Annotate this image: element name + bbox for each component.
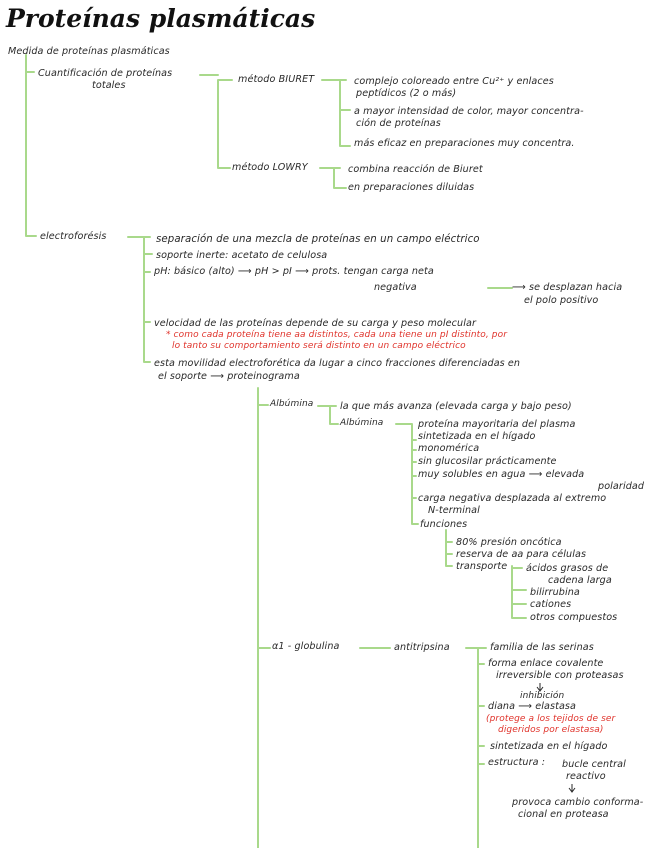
electro-velocidad: velocidad de las proteínas depende de su carga y peso molecular	[154, 318, 476, 329]
electro-ph: pH: básico (alto) ⟶ pH > pI ⟶ prots. tengan carga neta	[154, 266, 434, 277]
electro-ph-negativa: negativa	[374, 282, 417, 293]
transporte-acidos: ácidos grasos de	[526, 563, 609, 574]
albumina-item-2: sintetizada en el hígado	[418, 431, 536, 442]
albumina-funciones: funciones	[420, 519, 468, 530]
cuantificacion-label-2: totales	[92, 80, 126, 91]
albumina-carga: carga negativa desplazada al extremo	[418, 493, 607, 504]
albumina-item-1: proteína mayoritaria del plasma	[418, 419, 576, 430]
funcion-presion: 80% presión oncótica	[456, 537, 562, 548]
biuret-label: método BIURET	[238, 74, 315, 85]
root-label: Medida de proteínas plasmáticas	[8, 46, 170, 57]
alfa1-protege: (protege a los tejidos de ser	[486, 714, 616, 724]
transporte-otros: otros compuestos	[530, 612, 618, 623]
electroforesis-label: electroforésis	[40, 231, 107, 242]
alfa1-protege-2: digeridos por elastasa)	[498, 725, 604, 735]
electro-ph-polo: el polo positivo	[524, 295, 599, 306]
electro-note-1: * como cada proteína tiene aa distintos, cada una tiene un pI distinto, por	[166, 330, 508, 340]
albumina-desc: la que más avanza (elevada carga y bajo peso)	[340, 401, 572, 412]
alfa1-reactivo: reactivo	[566, 771, 606, 782]
lowry-point-2: en preparaciones diluidas	[348, 182, 475, 193]
alfa1-enlace-2: irreversible con proteasas	[496, 670, 624, 681]
biuret-point-3: más eficaz en preparaciones muy concentra.	[354, 138, 575, 149]
antitripsina-label: antitripsina	[394, 642, 450, 653]
funcion-transporte: transporte	[456, 561, 508, 572]
biuret-point-1b: peptídicos (2 o más)	[356, 88, 457, 99]
albumina-label: Albúmina	[270, 399, 314, 409]
electro-movilidad: esta movilidad electroforética da lugar a cinco fracciones diferenciadas en	[154, 358, 521, 369]
funcion-reserva: reserva de aa para células	[456, 549, 587, 560]
albumina-item-3: monomérica	[418, 443, 480, 454]
alfa1-familia: familia de las serinas	[490, 642, 594, 653]
alfa1-diana: diana ⟶ elastasa	[488, 701, 577, 712]
lowry-point-1: combina reacción de Biuret	[348, 164, 483, 175]
albumina-n-terminal: N-terminal	[428, 505, 480, 516]
biuret-point-2: a mayor intensidad de color, mayor concentra-	[354, 106, 584, 117]
page-title: Proteínas plasmáticas	[6, 4, 316, 33]
electro-movilidad-2: el soporte ⟶ proteinograma	[158, 371, 300, 382]
alfa1-provoca-2: cional en proteasa	[518, 809, 609, 820]
transporte-cadena: cadena larga	[548, 575, 612, 586]
electro-ph-desplazan: ⟶ se desplazan hacia	[512, 282, 623, 293]
biuret-point-1: complejo coloreado entre Cu²⁺ y enlaces	[354, 76, 554, 87]
transporte-bilirrubina: bilirrubina	[530, 587, 580, 598]
alfa1-provoca: provoca cambio conforma-	[512, 797, 644, 808]
albumina-solubles: muy solubles en agua ⟶ elevada	[418, 469, 585, 480]
albumina-item-4: sin glucosilar prácticamente	[418, 456, 557, 467]
alfa1-estructura: estructura :	[488, 757, 546, 768]
transporte-cationes: cationes	[530, 599, 572, 610]
electro-note-2: lo tanto su comportamiento será distinto en un campo eléctrico	[172, 341, 466, 351]
alfa1-label: α1 - globulina	[272, 641, 340, 652]
biuret-point-2b: ción de proteínas	[356, 118, 441, 129]
electro-separacion: separación de una mezcla de proteínas en un campo eléctrico	[156, 234, 480, 245]
electro-soporte: soporte inerte: acetato de celulosa	[156, 250, 328, 261]
alfa1-bucle: bucle central	[562, 759, 626, 770]
alfa1-sintetizada: sintetizada en el hígado	[490, 741, 608, 752]
albumina-sub-label: Albúmina	[340, 418, 384, 428]
cuantificacion-label: Cuantificación de proteínas	[38, 68, 173, 79]
albumina-polaridad: polaridad	[598, 481, 645, 492]
alfa1-enlace: forma enlace covalente	[488, 658, 604, 669]
alfa1-inhibicion: inhibición	[520, 691, 565, 701]
lowry-label: método LOWRY	[232, 162, 308, 173]
